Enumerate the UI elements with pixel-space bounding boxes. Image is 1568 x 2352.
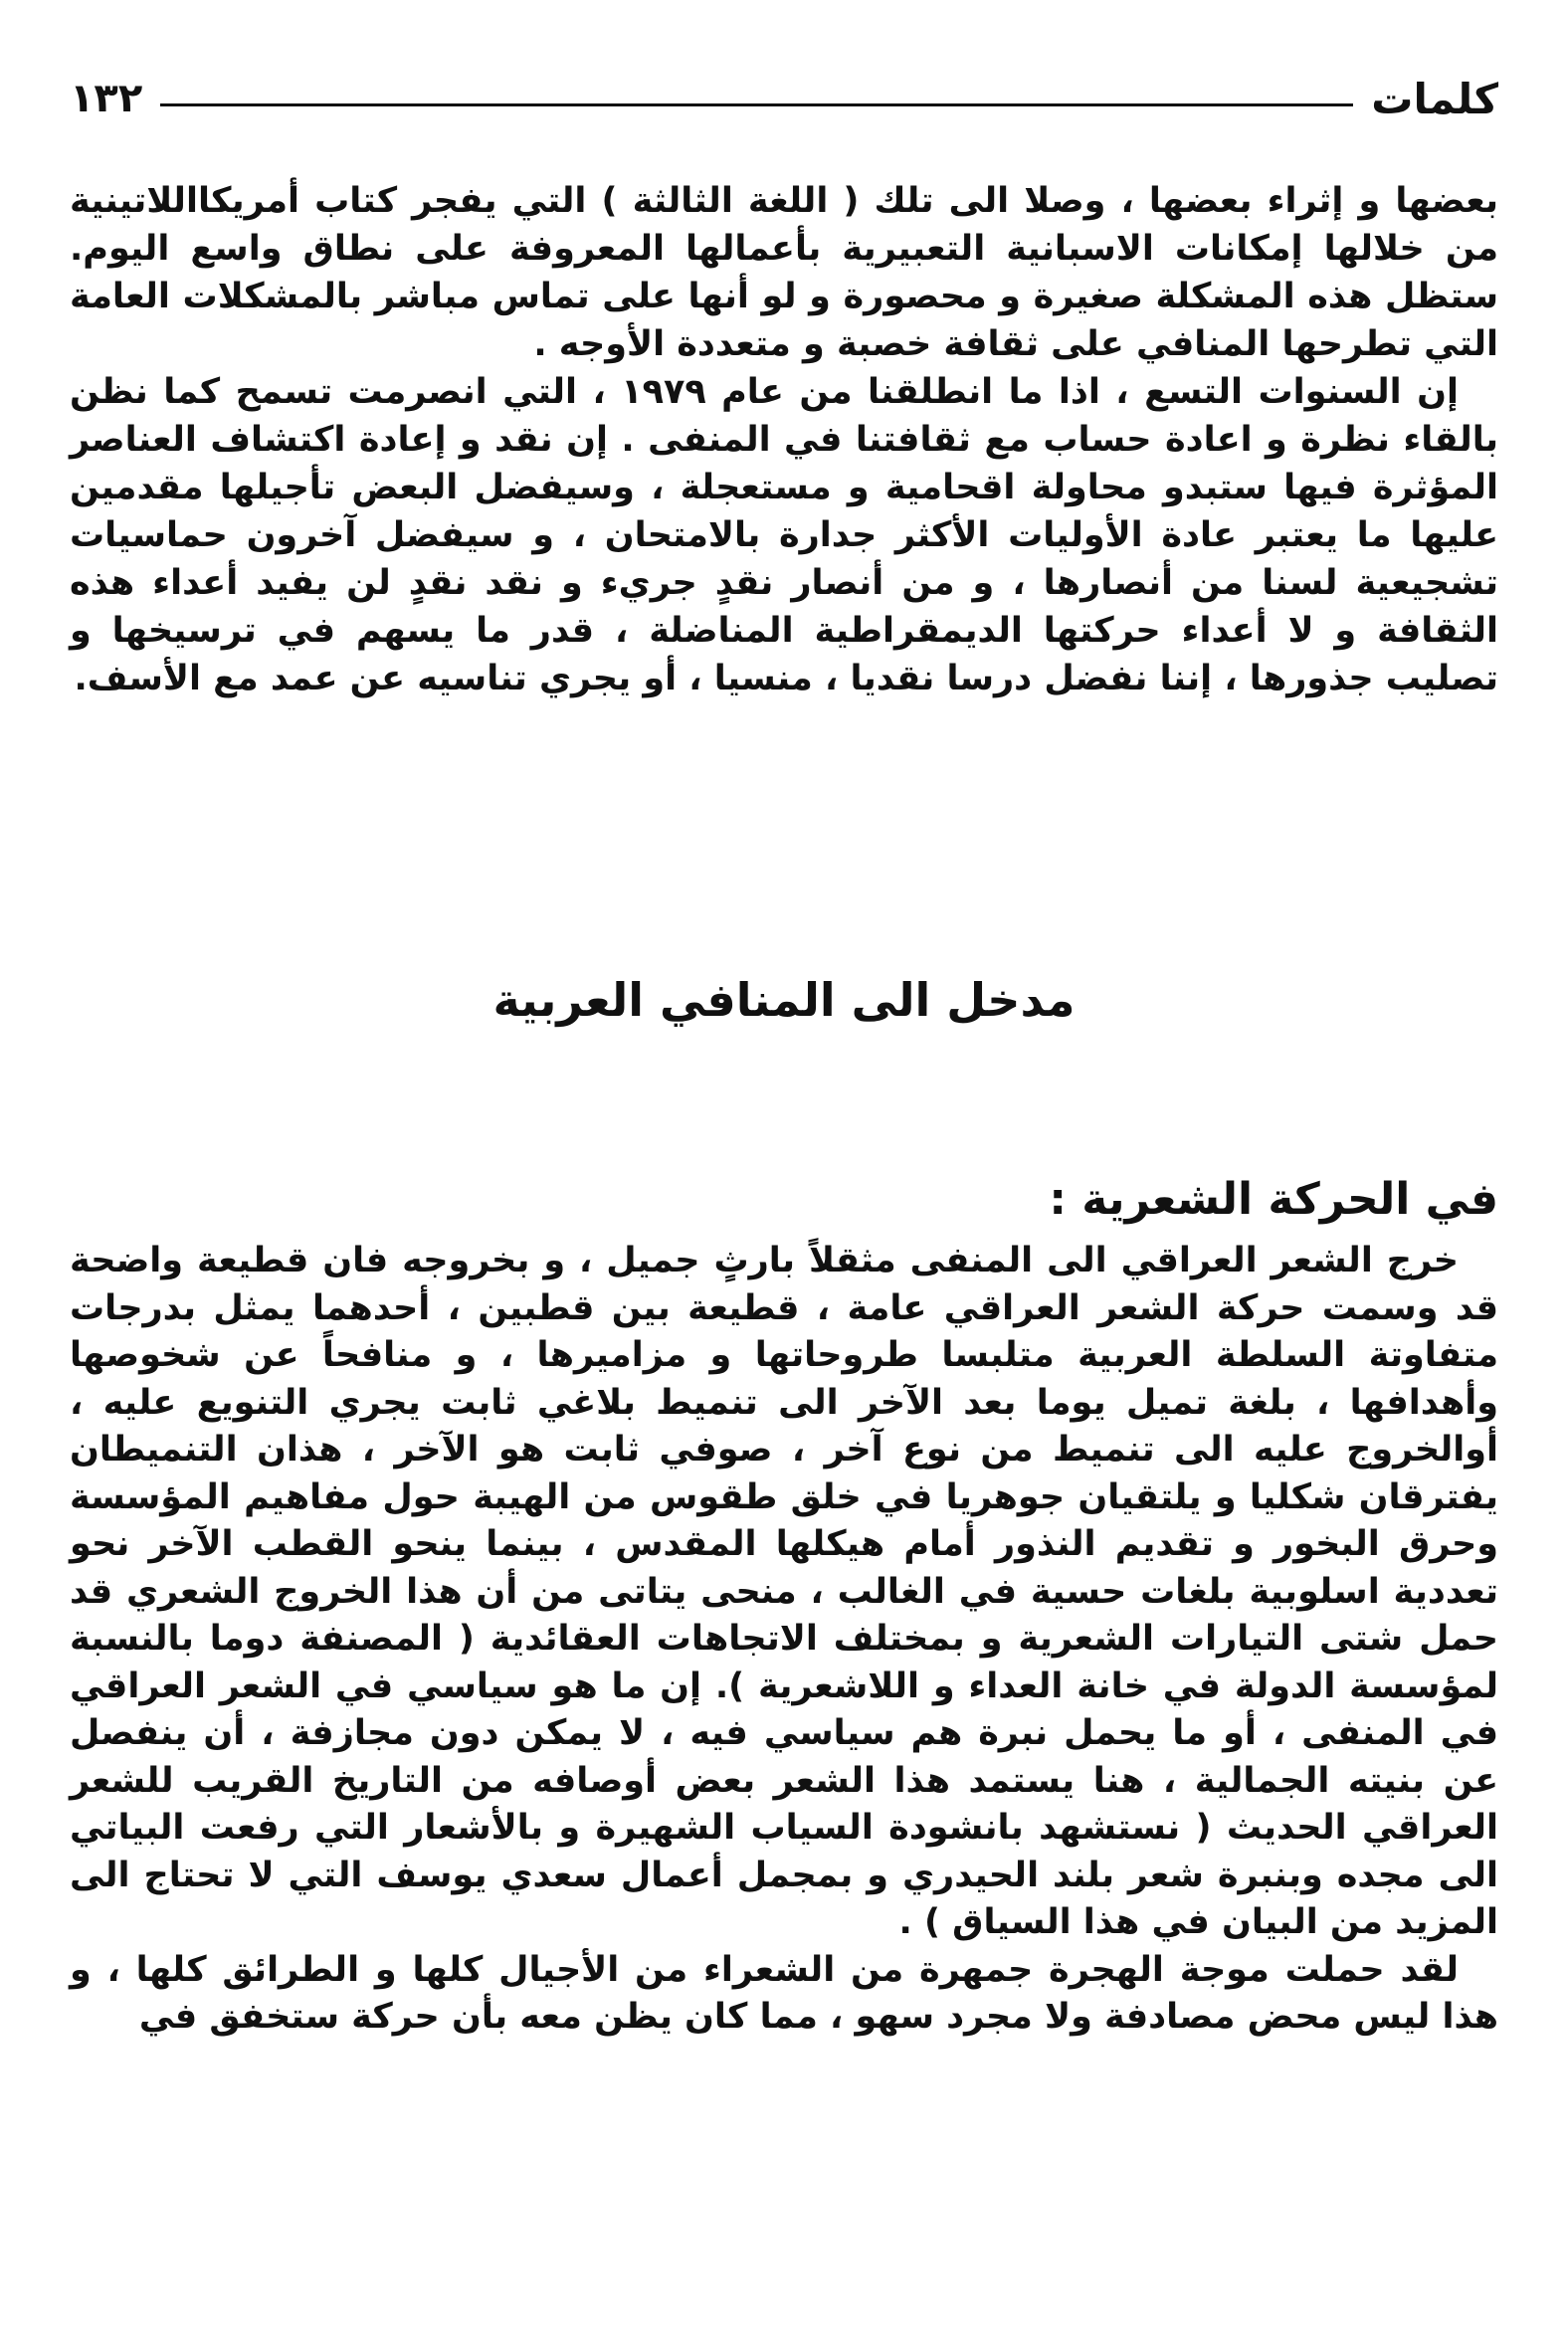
body-text-bottom (70, 1238, 1498, 2042)
body-text-top (70, 177, 1498, 702)
paragraph-3: خرج الشعر العراقي الى المنفى مثقلاً بارثٍ جميل ، و بخروجه فان قطيعة واضحة قد وسمت حركة الشعر العراقي عامة ، قطيعة بين قطبين ، أحدهما يمثل بدرجات متفاوتة السلطة العربية متلبسا طروحاتها و مزاميرها ، و منافحاً عن شخوصها وأهدافها ، بلغة تميل يوما بعد الآخر الى تنميط بلاغي ثابت يجري التنويع عليه ، أوالخروج عليه الى تنميط من نوع آخر ، صوفي ثابت هو الآخر ، هذان التنميطان يفترقان شكليا و يلتقيان جوهريا في خلق طقوس من الهيبة حول مفاهيم المؤسسة وحرق البخور و تقديم النذور أمام هيكلها المقدس ، بينما ينحو القطب الآخر نحو تعددية اسلوبية بلغات حسية في الغالب ، منحى يتاتى من أن هذا الخروج الشعري قد حمل شتى التيارات الشعرية و بمختلف الاتجاهات العقائدية ( المصنفة دوما بالنسبة لمؤسسة الدولة في خانة العداء و اللاشعرية ). إن ما هو سياسي في الشعر العراقي في المنفى ، أو ما يحمل نبرة هم سياسي فيه ، لا يمكن دون مجازفة ، أن ينفصل عن بنيته الجمالية ، هنا يستمد هذا الشعر بعض أوصافه من التاريخ القريب للشعر العراقي الحديث ( نستشهد بانشودة السياب الشهيرة و بالأشعار التي رفعت البياتي الى مجده وبنبرة شعر بلند الحيدري و بمجمل أعمال سعدي يوسف التي لا تحتاج الى المزيد من البيان في هذا السياق ) . (70, 1241, 1498, 1942)
paragraph-4: لقد حملت موجة الهجرة جمهرة من الشعراء من الأجيال كلها و الطرائق كلها ، و هذا ليس محض مصادفة ولا مجرد سهو ، مما كان يظن معه بأن حركة ستخفق في (70, 1949, 1498, 2037)
header-rule (160, 103, 1353, 106)
paragraph-2: إن السنوات التسع ، اذا ما انطلقنا من عام ١٩٧٩ ، التي انصرمت تسمح كما نظن بالقاء نظرة و اعادة حساب مع ثقافتنا في المنفى . إن نقد و إعادة اكتشاف العناصر المؤثرة فيها ستبدو محاولة اقحامية و مستعجلة ، وسيفضل البعض تأجيلها مقدمين عليها ما يعتبر عادة الأوليات الأكثر جدارة بالامتحان ، و سيفضل آخرون حماسيات تشجيعية لسنا من أنصارها ، و من أنصار نقدٍ جريء و نقد نقدٍ لن يفيد أعداء هذه الثقافة و لا أعداء حركتها الديمقراطية المناضلة ، قدر ما يسهم في ترسيخها و تصليب جذورها ، إننا نفضل درسا نقديا ، منسيا ، أو يجري تناسيه عن عمد مع الأسف. (70, 372, 1498, 698)
page-header (70, 64, 1498, 133)
page-number: ١٣٢ (70, 76, 143, 121)
running-title: كلمات (1371, 74, 1498, 123)
paragraph-1: بعضها و إثراء بعضها ، وصلا الى تلك ( اللغة الثالثة ) التي يفجر كتاب أمريكااللاتينية من خلالها إمكانات الاسبانية التعبيرية بأعمالها المعروفة على نطاق واسع اليوم. ستظل هذه المشكلة صغيرة و محصورة و لو أنها على تماس مباشر بالمشكلات العامة التي تطرحها المنافي على ثقافة خصبة و متعددة الأوجه . (70, 181, 1498, 364)
sub-heading: في الحركة الشعرية : (1049, 1174, 1498, 1225)
section-heading: مدخل الى المنافي العربية (492, 973, 1076, 1027)
